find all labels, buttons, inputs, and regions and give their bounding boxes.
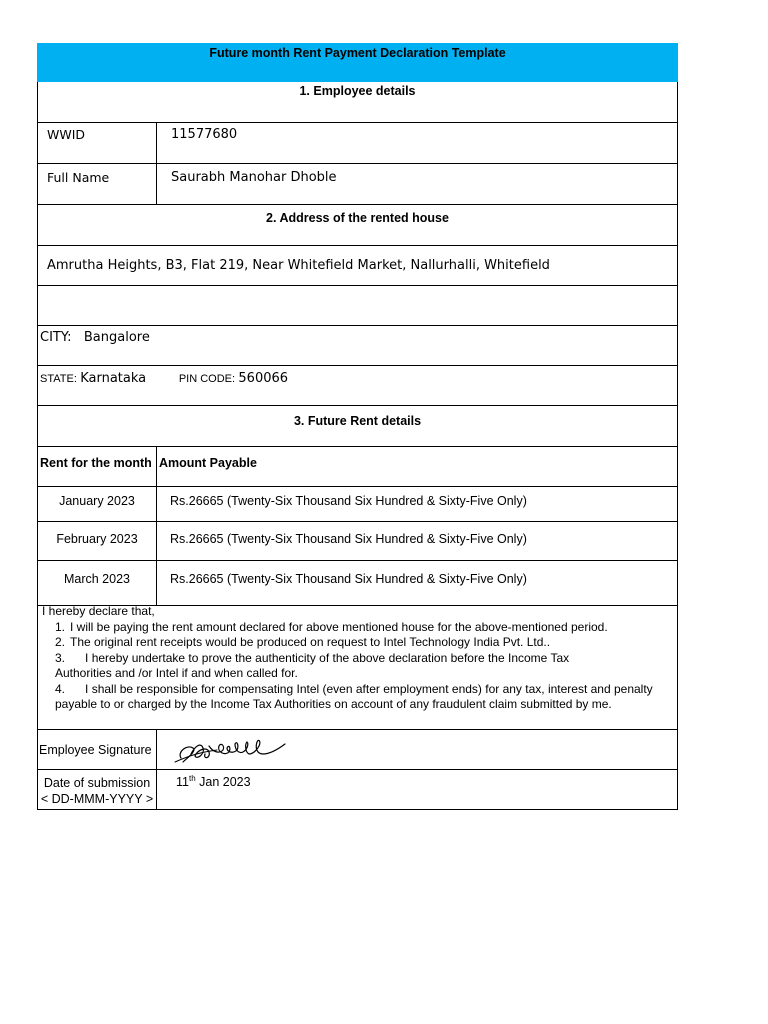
state-row: [37, 366, 678, 406]
date-label-line1: Date of submission: [43, 776, 151, 790]
signature-field[interactable]: [157, 730, 677, 769]
declaration-text: I shall be responsible for compensating Intel (even after employment ends) for any tax, interest and penalty payable to or charged by the Income Tax Authorities on account of any fraudulent claim submitted by me.: [55, 681, 653, 711]
city-value[interactable]: Bangalore: [83, 330, 150, 345]
signature-label: Employee Signature: [38, 730, 157, 769]
wwid-row: [37, 123, 678, 164]
full-name-value[interactable]: Saurabh Manohar Dhoble: [171, 170, 337, 185]
declaration-item: [38, 635, 677, 651]
declaration-num: 2.: [55, 635, 66, 649]
date-rest: Jan 2023: [195, 775, 251, 790]
wwid-label: WWID: [38, 123, 157, 163]
declaration-text: The original rent receipts would be produced on request to Intel Technology India Pvt. Ltd..: [70, 635, 551, 649]
rent-month[interactable]: February 2023: [38, 522, 157, 560]
date-label: [38, 770, 157, 809]
declaration-item: [38, 620, 677, 636]
col-month: Rent for the month: [38, 447, 157, 486]
section-header-rent: 3. Future Rent details: [37, 406, 678, 447]
address-line-1[interactable]: Amrutha Heights, B3, Flat 219, Near Whitefield Market, Nallurhalli, Whitefield: [37, 246, 678, 286]
handwritten-signature: [173, 732, 303, 768]
rent-declaration-form: [37, 43, 678, 810]
rent-month[interactable]: March 2023: [38, 561, 157, 605]
rent-amount[interactable]: Rs.26665 (Twenty-Six Thousand Six Hundred & Sixty-Five Only): [170, 532, 527, 546]
date-label-format: < DD-MMM-YYYY >: [40, 792, 154, 806]
rent-amount[interactable]: Rs.26665 (Twenty-Six Thousand Six Hundred & Sixty-Five Only): [170, 494, 527, 508]
signature-row: [37, 730, 678, 770]
declaration-item: [38, 682, 677, 713]
address-line-2[interactable]: [37, 286, 678, 326]
rent-month[interactable]: January 2023: [38, 487, 157, 521]
date-row: [37, 770, 678, 810]
date-day: 11: [176, 775, 189, 790]
declaration-block: [37, 604, 678, 730]
state-label: STATE:: [40, 373, 77, 385]
declaration-num: 1.: [55, 619, 66, 634]
table-row: [37, 487, 678, 522]
declaration-num: 3.: [55, 650, 66, 665]
section-header-employee: 1. Employee details: [37, 82, 678, 123]
city-label: CITY:: [40, 330, 72, 345]
declaration-text: I hereby undertake to prove the authenticity of the above declaration before the Income Tax Authorities and /or Intel if and when called for.: [55, 650, 570, 680]
rent-table-header: [37, 447, 678, 487]
table-row: [37, 561, 678, 606]
date-value[interactable]: [157, 770, 677, 809]
city-row: [37, 326, 678, 366]
section-header-address: 2. Address of the rented house: [37, 205, 678, 246]
state-value[interactable]: Karnataka: [80, 371, 147, 386]
rent-amount[interactable]: Rs.26665 (Twenty-Six Thousand Six Hundred & Sixty-Five Only): [170, 572, 527, 586]
full-name-label: Full Name: [38, 164, 157, 204]
full-name-row: [37, 164, 678, 205]
col-amount: Amount Payable: [159, 456, 257, 470]
table-row: [37, 522, 678, 561]
pin-label: PIN CODE:: [178, 373, 236, 385]
declaration-num: 4.: [55, 681, 66, 696]
form-title: Future month Rent Payment Declaration Template: [37, 43, 678, 82]
declaration-item: [38, 651, 677, 682]
date-suffix: th: [188, 774, 196, 783]
declaration-text: I will be paying the rent amount declared for above mentioned house for the above-mentioned period.: [70, 619, 608, 634]
wwid-value[interactable]: 11577680: [171, 127, 238, 142]
pin-value[interactable]: 560066: [238, 371, 289, 386]
declaration-lead: I hereby declare that,: [42, 604, 155, 618]
